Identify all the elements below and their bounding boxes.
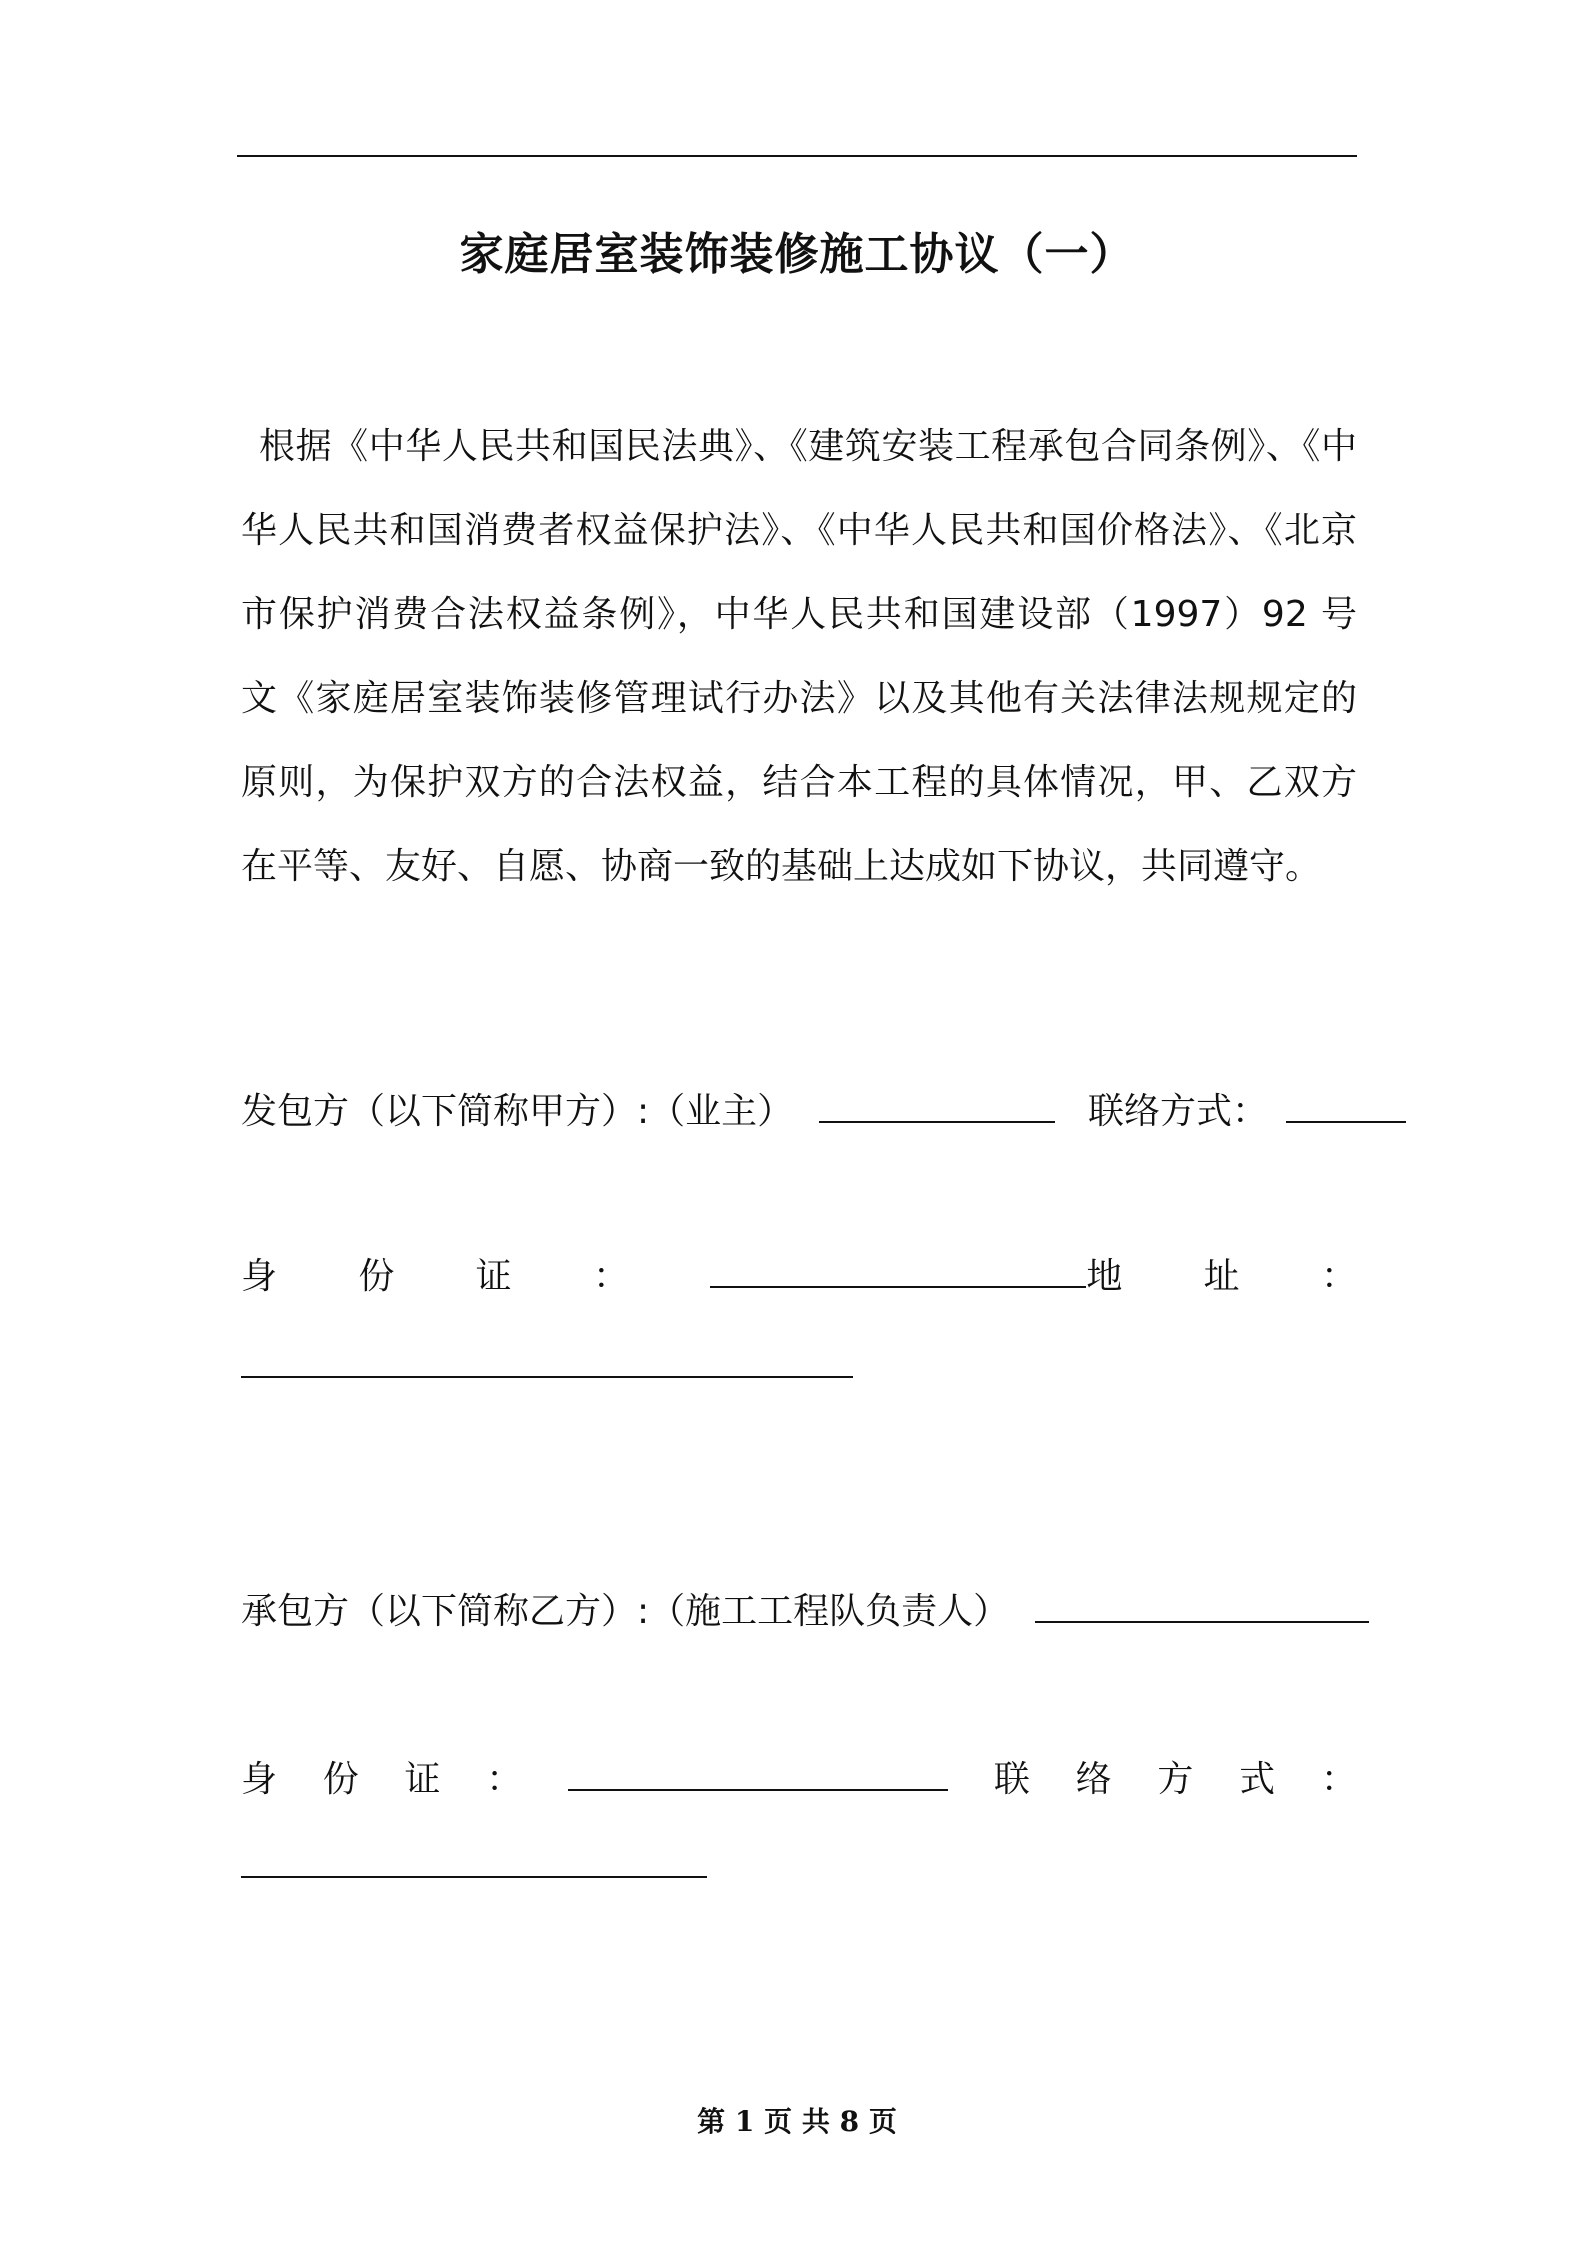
intro-line: 华人民共和国消费者权益保护法》、《中华人民共和国价格法》、《北京 [241, 510, 1357, 551]
party-a-contact-blank[interactable] [1286, 1085, 1406, 1123]
party-a-id-group [710, 1250, 1122, 1302]
party-b-contact-line [241, 1840, 1357, 1890]
id-label-char: 身 [241, 1759, 278, 1800]
party-a-id-blank[interactable] [710, 1250, 1086, 1288]
contact-label-char: 方 [1157, 1759, 1194, 1800]
id-label-char: 份 [322, 1759, 359, 1800]
id-label-char: 证 [404, 1759, 441, 1800]
contact-label-char: ： [1320, 1759, 1357, 1800]
party-b-id-contact-line [241, 1753, 1357, 1803]
id-label-char: 身 [241, 1256, 278, 1297]
intro-line: 在平等、友好、自愿、协商一致的基础上达成如下协议，共同遵守。 [241, 846, 1322, 887]
address-label-char: ： [1320, 1256, 1357, 1297]
party-b-id-blank[interactable] [568, 1753, 948, 1791]
contact-label-char: 络 [1075, 1759, 1112, 1800]
intro-paragraph [241, 405, 1357, 909]
id-label-char: 证 [475, 1256, 512, 1297]
document-title: 家庭居室装饰装修施工协议（一） [459, 229, 1135, 280]
contact-label-char: 联 [993, 1759, 1030, 1800]
party-b-line [241, 1585, 1357, 1635]
party-a-address-line [241, 1340, 1357, 1390]
page-indicator: 第 1 页 共 8 页 [697, 2105, 897, 2138]
intro-line: 文《家庭居室装饰装修管理试行办法》以及其他有关法律法规规定的 [241, 678, 1357, 719]
party-b-name-blank[interactable] [1035, 1585, 1369, 1623]
contact-label-char: 式 [1239, 1759, 1276, 1800]
header-rule [237, 155, 1357, 157]
party-a-name-blank[interactable] [819, 1085, 1055, 1123]
party-b-label: 承包方（以下简称乙方）:（施工工程队负责人） [241, 1591, 1010, 1632]
intro-line: 根据《中华人民共和国民法典》、《建筑安装工程承包合同条例》、《中 [259, 426, 1357, 467]
address-label-char: 址 [1203, 1256, 1240, 1297]
party-a-label: 发包方（以下简称甲方）:（业主） [241, 1091, 794, 1132]
party-b-contact-blank[interactable] [241, 1840, 707, 1878]
address-label-char: 地 [1086, 1256, 1123, 1297]
party-a-contact-label: 联络方式： [1088, 1091, 1269, 1132]
id-label-char: ： [592, 1256, 629, 1297]
party-a-line [241, 1085, 1357, 1135]
id-label-char: 份 [358, 1256, 395, 1297]
intro-line: 原则，为保护双方的合法权益，结合本工程的具体情况，甲、乙双方 [241, 762, 1357, 803]
id-label-char: ： [486, 1759, 523, 1800]
party-a-address-blank[interactable] [241, 1340, 853, 1378]
intro-line: 市保护消费合法权益条例》，中华人民共和国建设部（1997）92 号 [241, 594, 1357, 635]
party-a-id-address-line [241, 1250, 1357, 1300]
